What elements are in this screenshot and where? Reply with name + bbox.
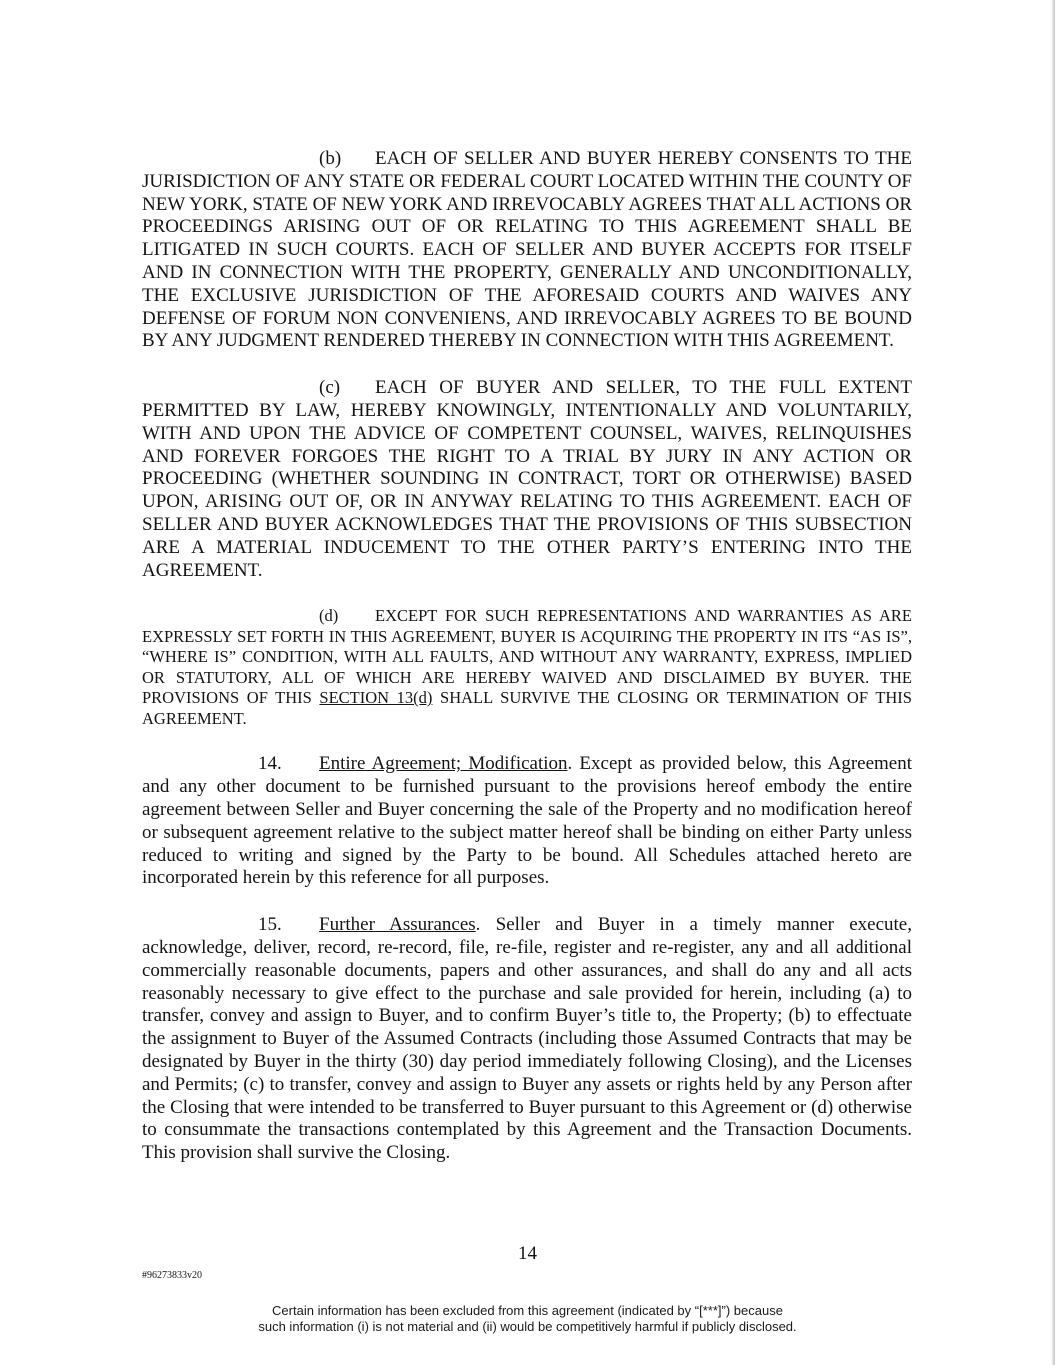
section-14-text: . Except as provided below, this Agreement and any other document to be furnished pursuant to the provisions hereof embody the entire agreement between Seller and Buyer concerning the sale of the Property and no modification hereof or subsequent agreement relative to the subject matter hereof shall be binding on either Party unless reduced to writing and signed by the Party to be bound. All Schedules attached hereto are incorporated herein by this reference for all purposes. xyxy=(142,753,913,889)
section-15 xyxy=(142,914,912,1165)
section-13d-text: EXCEPT FOR SUCH REPRESENTATIONS AND WARRANTIES AS ARE EXPRESSLY SET FORTH IN THIS AGREEMENT, BUYER IS ACQUIRING THE PROPERTY IN ITS “AS IS”, “WHERE IS” CONDITION, WITH ALL FAULTS, AND WITHOUT ANY WARRANTY, EXPRESS, IMPLIED OR STATUTORY, ALL OF WHICH ARE HEREBY WAIVED AND DISCLAIMED BY BUYER. THE PROVISIONS OF THIS xyxy=(142,606,912,708)
document-page xyxy=(142,148,912,1189)
section-13b-text: EACH OF SELLER AND BUYER HEREBY CONSENTS TO THE JURISDICTION OF ANY STATE OR FEDERAL COURT LOCATED WITHIN THE COUNTY OF NEW YORK, STATE OF NEW YORK AND IRREVOCABLY AGREES THAT ALL ACTIONS OR PROCEEDINGS ARISING OUT OF OR RELATING TO THIS AGREEMENT SHALL BE LITIGATED IN SUCH COURTS. EACH OF SELLER AND BUYER ACCEPTS FOR ITSELF AND IN CONNECTION WITH THE PROPERTY, GENERALLY AND UNCONDITIONALLY, THE EXCLUSIVE JURISDICTION OF THE AFORESAID COURTS AND WAIVES ANY DEFENSE OF FORUM NON CONVENIENS, AND IRREVOCABLY AGREES TO BE BOUND BY ANY JUDGMENT RENDERED THEREBY IN CONNECTION WITH THIS AGREEMENT. xyxy=(142,148,912,352)
section-13c-label: (c) xyxy=(319,377,341,399)
section-14 xyxy=(142,753,912,890)
document-id: #96273833v20 xyxy=(142,1270,202,1281)
section-13d-label: (d) xyxy=(319,606,339,626)
scan-edge xyxy=(1051,0,1055,1365)
section-13d xyxy=(142,606,912,729)
section-13b-label: (b) xyxy=(319,148,342,169)
section-15-heading: Further Assurances xyxy=(319,914,476,936)
section-14-number: 14. xyxy=(258,753,282,775)
section-15-number: 15. xyxy=(258,914,282,936)
redaction-notice-line-1: Certain information has been excluded from this agreement (indicated by “[***]”) because xyxy=(272,1303,783,1318)
redaction-notice xyxy=(0,1303,1055,1335)
redaction-notice-line-2: such information (i) is not material and (ii) would be competitively harmful if publicly disclosed. xyxy=(258,1319,797,1334)
section-13c-text: EACH OF BUYER AND SELLER, TO THE FULL EXTENT PERMITTED BY LAW, HEREBY KNOWINGLY, INTENTIONALLY AND VOLUNTARILY, WITH AND UPON THE ADVICE OF COMPETENT COUNSEL, WAIVES, RELINQUISHES AND FOREVER FORGOES THE RIGHT TO A TRIAL BY JURY IN ANY ACTION OR PROCEEDING (WHETHER SOUNDING IN CONTRACT, TORT OR OTHERWISE) BASED UPON, ARISING OUT OF, OR IN ANYWAY RELATING TO THIS AGREEMENT. EACH OF SELLER AND BUYER ACKNOWLEDGES THAT THE PROVISIONS OF THIS SUBSECTION ARE A MATERIAL INDUCEMENT TO THE OTHER PARTY’S ENTERING INTO THE AGREEMENT. xyxy=(142,377,912,581)
section-13b xyxy=(142,148,912,353)
section-13d-reference: SECTION 13(d) xyxy=(319,688,433,708)
section-13c xyxy=(142,377,912,582)
page-number: 14 xyxy=(518,1243,537,1264)
section-14-heading: Entire Agreement; Modification xyxy=(319,753,568,775)
section-13d-text-end: SHALL SURVIVE THE CLOSING OR TERMINATION OF THIS AGREEMENT. xyxy=(142,688,912,728)
section-15-text: . Seller and Buyer in a timely manner execute, acknowledge, deliver, record, re-record, file, re-file, register and re-register, any and all additional commercially reasonable documents, papers and other assurances, and shall do any and all acts reasonably necessary to give effect to the purchase and sale provided for herein, including (a) to transfer, convey and assign to Buyer, and to confirm Buyer’s title to, the Property; (b) to effectuate the assignment to Buyer of the Assumed Contracts (including those Assumed Contracts that may be designated by Buyer in the thirty (30) day period immediately following Closing), and the Licenses and Permits; (c) to transfer, convey and assign to Buyer any assets or rights held by any Person after the Closing that were intended to be transferred to Buyer pursuant to this Agreement or (d) otherwise to consummate the transactions contemplated by this Agreement and the Transaction Documents. This provision shall survive the Closing. xyxy=(142,914,912,1164)
